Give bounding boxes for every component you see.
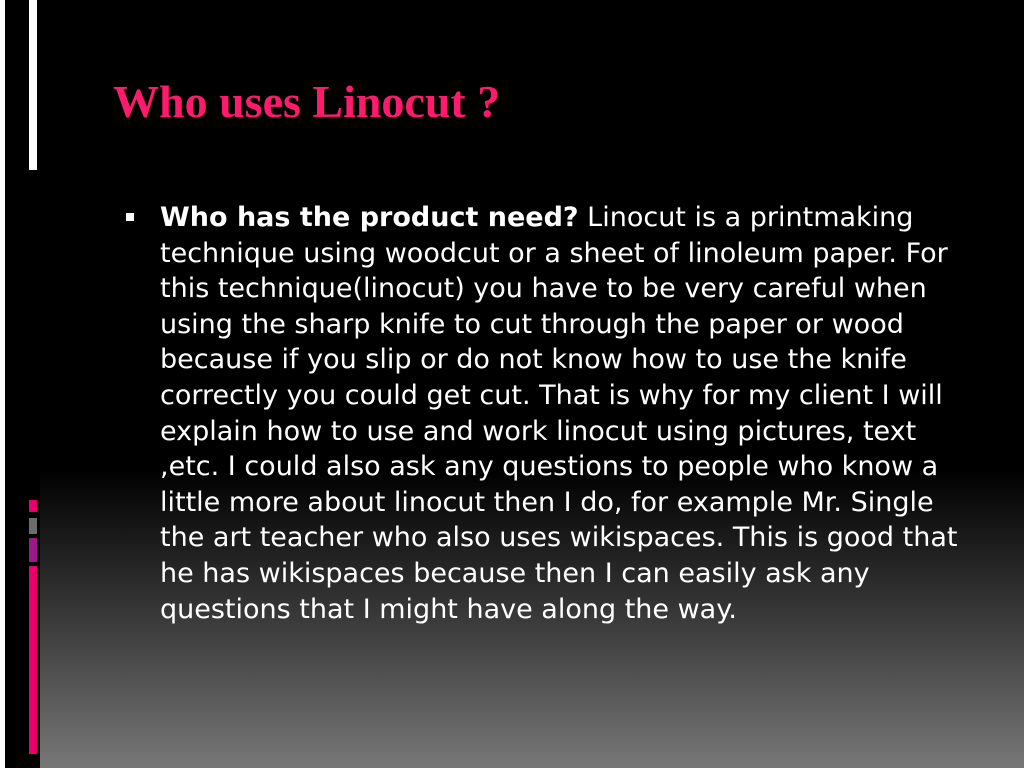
square-bullet-icon [126,213,134,221]
bullet-list [120,200,970,627]
decor-bar-purple [29,538,37,562]
decor-bar-pink-long [29,566,37,754]
bullet-item [120,200,970,627]
decor-bar-gray [29,518,37,534]
bullet-text: Linocut is a printmaking technique using woodcut or a sheet of linoleum paper. For this technique(linocut) you have to be very careful when using the sharp knife to cut through the paper or wood because if you slip or do not know how to use the knife correctly you could get cut. That is why for my client I will explain how to use and work linocut using pictures, text ,etc. I could also ask any questions to people who know a little more about linocut then I do, for example Mr. Single the art teacher who also uses wikispaces. This is good that he has wikispaces because then I can easily ask any questions that I might have along the way. [160,202,958,625]
left-edge-strip [0,0,5,768]
slide-title: Who uses Linocut ? [113,76,501,127]
decor-bar-pink-small [29,500,37,512]
decor-bar-white [29,0,37,170]
bullet-lead: Who has the product need? [160,202,579,233]
